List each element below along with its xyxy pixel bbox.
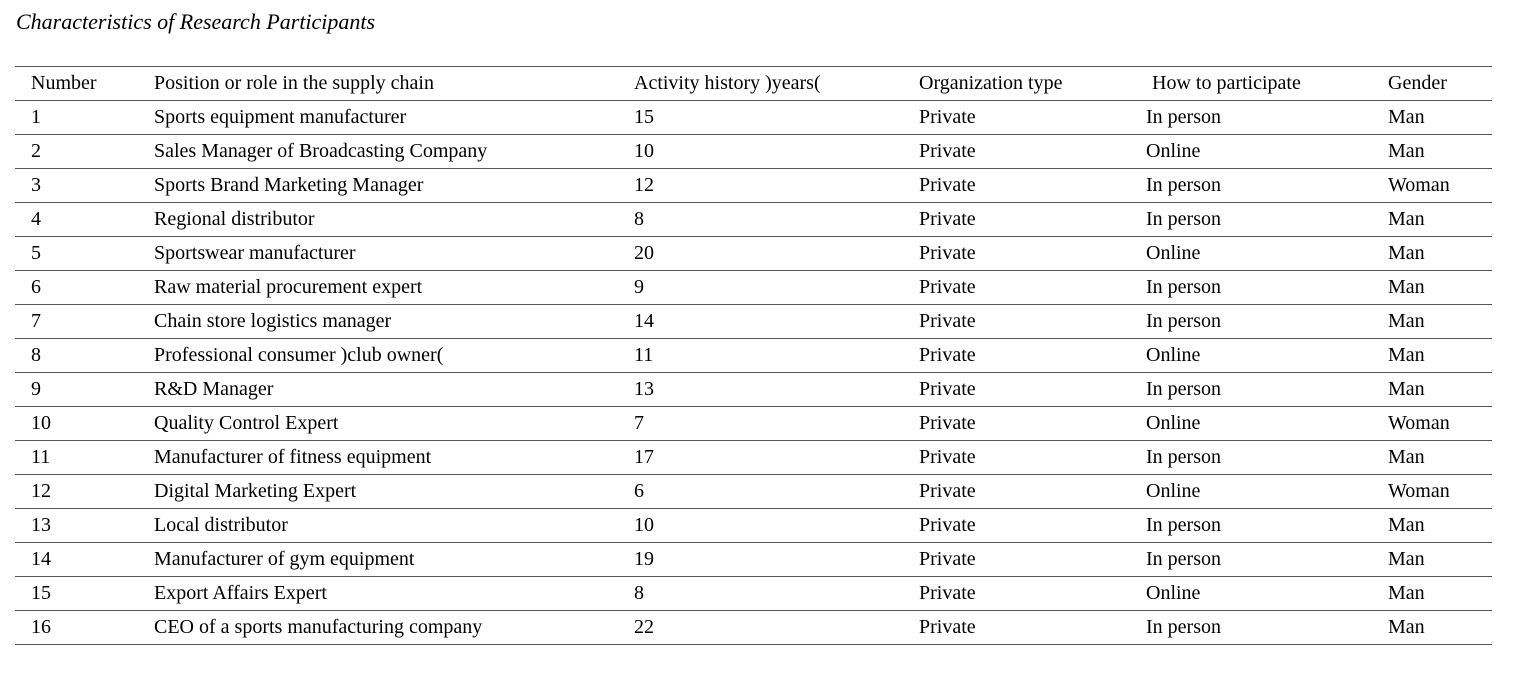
cell-organization-type: Private bbox=[919, 174, 976, 196]
cell-activity-history: 22 bbox=[634, 616, 654, 638]
cell-organization-type: Private bbox=[919, 582, 976, 604]
cell-gender: Man bbox=[1388, 616, 1425, 638]
cell-activity-history: 17 bbox=[634, 446, 654, 468]
cell-position: Chain store logistics manager bbox=[154, 310, 392, 332]
cell-gender: Man bbox=[1388, 582, 1425, 604]
cell-gender: Man bbox=[1388, 344, 1425, 366]
table-row bbox=[15, 577, 1492, 611]
cell-activity-history: 10 bbox=[634, 140, 654, 162]
cell-how-to-participate: Online bbox=[1146, 582, 1201, 604]
cell-position: R&D Manager bbox=[154, 378, 274, 400]
table-row bbox=[15, 203, 1492, 237]
cell-number: 7 bbox=[31, 310, 41, 332]
cell-organization-type: Private bbox=[919, 310, 976, 332]
cell-number: 8 bbox=[31, 344, 41, 366]
table-header bbox=[15, 67, 1492, 101]
cell-how-to-participate: Online bbox=[1146, 242, 1201, 264]
table-row bbox=[15, 237, 1492, 271]
cell-how-to-participate: Online bbox=[1146, 480, 1201, 502]
cell-position: Regional distributor bbox=[154, 208, 315, 230]
cell-activity-history: 10 bbox=[634, 514, 654, 536]
cell-organization-type: Private bbox=[919, 208, 976, 230]
cell-number: 12 bbox=[31, 480, 51, 502]
cell-gender: Man bbox=[1388, 140, 1425, 162]
cell-number: 5 bbox=[31, 242, 41, 264]
cell-organization-type: Private bbox=[919, 480, 976, 502]
cell-activity-history: 13 bbox=[634, 378, 654, 400]
cell-activity-history: 9 bbox=[634, 276, 644, 298]
cell-activity-history: 19 bbox=[634, 548, 654, 570]
cell-organization-type: Private bbox=[919, 548, 976, 570]
cell-activity-history: 7 bbox=[634, 412, 644, 434]
cell-gender: Man bbox=[1388, 242, 1425, 264]
cell-number: 1 bbox=[31, 106, 41, 128]
cell-gender: Man bbox=[1388, 378, 1425, 400]
table-row bbox=[15, 543, 1492, 577]
header-row bbox=[15, 67, 1492, 101]
header-activity-history: Activity history )years( bbox=[634, 72, 821, 94]
cell-organization-type: Private bbox=[919, 242, 976, 264]
header-number: Number bbox=[31, 72, 97, 94]
cell-organization-type: Private bbox=[919, 412, 976, 434]
cell-number: 11 bbox=[31, 446, 51, 468]
cell-organization-type: Private bbox=[919, 140, 976, 162]
table-row bbox=[15, 169, 1492, 203]
cell-gender: Man bbox=[1388, 446, 1425, 468]
cell-position: Local distributor bbox=[154, 514, 288, 536]
participants-table bbox=[15, 66, 1492, 645]
cell-number: 10 bbox=[31, 412, 51, 434]
table-row bbox=[15, 305, 1492, 339]
cell-how-to-participate: In person bbox=[1146, 174, 1221, 196]
cell-gender: Woman bbox=[1388, 174, 1450, 196]
cell-activity-history: 20 bbox=[634, 242, 654, 264]
cell-number: 3 bbox=[31, 174, 41, 196]
cell-position: CEO of a sports manufacturing company bbox=[154, 616, 483, 638]
cell-organization-type: Private bbox=[919, 616, 976, 638]
table-row bbox=[15, 339, 1492, 373]
cell-how-to-participate: In person bbox=[1146, 378, 1221, 400]
cell-organization-type: Private bbox=[919, 106, 976, 128]
cell-number: 6 bbox=[31, 276, 41, 298]
cell-number: 14 bbox=[31, 548, 51, 570]
table-row bbox=[15, 407, 1492, 441]
cell-number: 4 bbox=[31, 208, 41, 230]
table-row bbox=[15, 271, 1492, 305]
cell-gender: Man bbox=[1388, 208, 1425, 230]
table-caption: Characteristics of Research Participants bbox=[16, 9, 376, 34]
cell-gender: Man bbox=[1388, 276, 1425, 298]
cell-how-to-participate: Online bbox=[1146, 140, 1201, 162]
cell-how-to-participate: In person bbox=[1146, 208, 1221, 230]
table-row bbox=[15, 475, 1492, 509]
cell-activity-history: 15 bbox=[634, 106, 654, 128]
cell-how-to-participate: In person bbox=[1146, 514, 1221, 536]
header-position: Position or role in the supply chain bbox=[154, 72, 434, 94]
header-how-to-participate: How to participate bbox=[1152, 72, 1301, 94]
header-organization-type: Organization type bbox=[919, 72, 1063, 94]
cell-gender: Woman bbox=[1388, 412, 1450, 434]
cell-position: Professional consumer )club owner( bbox=[154, 344, 444, 366]
cell-position: Quality Control Expert bbox=[154, 412, 339, 434]
table-row bbox=[15, 509, 1492, 543]
cell-position: Raw material procurement expert bbox=[154, 276, 423, 298]
table-row bbox=[15, 611, 1492, 645]
cell-gender: Man bbox=[1388, 514, 1425, 536]
cell-position: Digital Marketing Expert bbox=[154, 480, 357, 502]
cell-activity-history: 8 bbox=[634, 208, 644, 230]
cell-how-to-participate: In person bbox=[1146, 276, 1221, 298]
cell-organization-type: Private bbox=[919, 514, 976, 536]
cell-position: Manufacturer of gym equipment bbox=[154, 548, 415, 570]
table-row bbox=[15, 135, 1492, 169]
cell-activity-history: 8 bbox=[634, 582, 644, 604]
cell-how-to-participate: Online bbox=[1146, 412, 1201, 434]
header-gender: Gender bbox=[1388, 72, 1447, 94]
table-body bbox=[15, 101, 1492, 645]
cell-how-to-participate: Online bbox=[1146, 344, 1201, 366]
cell-activity-history: 14 bbox=[634, 310, 654, 332]
cell-organization-type: Private bbox=[919, 378, 976, 400]
cell-how-to-participate: In person bbox=[1146, 106, 1221, 128]
cell-gender: Man bbox=[1388, 548, 1425, 570]
cell-position: Sports equipment manufacturer bbox=[154, 106, 407, 128]
cell-position: Sportswear manufacturer bbox=[154, 242, 356, 264]
cell-gender: Man bbox=[1388, 310, 1425, 332]
cell-how-to-participate: In person bbox=[1146, 446, 1221, 468]
cell-number: 16 bbox=[31, 616, 51, 638]
cell-number: 9 bbox=[31, 378, 41, 400]
cell-how-to-participate: In person bbox=[1146, 548, 1221, 570]
cell-gender: Woman bbox=[1388, 480, 1450, 502]
cell-how-to-participate: In person bbox=[1146, 616, 1221, 638]
cell-activity-history: 11 bbox=[634, 344, 654, 366]
cell-organization-type: Private bbox=[919, 446, 976, 468]
table-row bbox=[15, 373, 1492, 407]
table-row bbox=[15, 441, 1492, 475]
table-row bbox=[15, 101, 1492, 135]
cell-position: Sales Manager of Broadcasting Company bbox=[154, 140, 488, 162]
cell-number: 13 bbox=[31, 514, 51, 536]
cell-number: 15 bbox=[31, 582, 51, 604]
cell-position: Manufacturer of fitness equipment bbox=[154, 446, 432, 468]
cell-gender: Man bbox=[1388, 106, 1425, 128]
cell-organization-type: Private bbox=[919, 344, 976, 366]
cell-position: Sports Brand Marketing Manager bbox=[154, 174, 424, 196]
cell-number: 2 bbox=[31, 140, 41, 162]
cell-how-to-participate: In person bbox=[1146, 310, 1221, 332]
cell-activity-history: 12 bbox=[634, 174, 654, 196]
cell-organization-type: Private bbox=[919, 276, 976, 298]
cell-position: Export Affairs Expert bbox=[154, 582, 327, 604]
cell-activity-history: 6 bbox=[634, 480, 644, 502]
